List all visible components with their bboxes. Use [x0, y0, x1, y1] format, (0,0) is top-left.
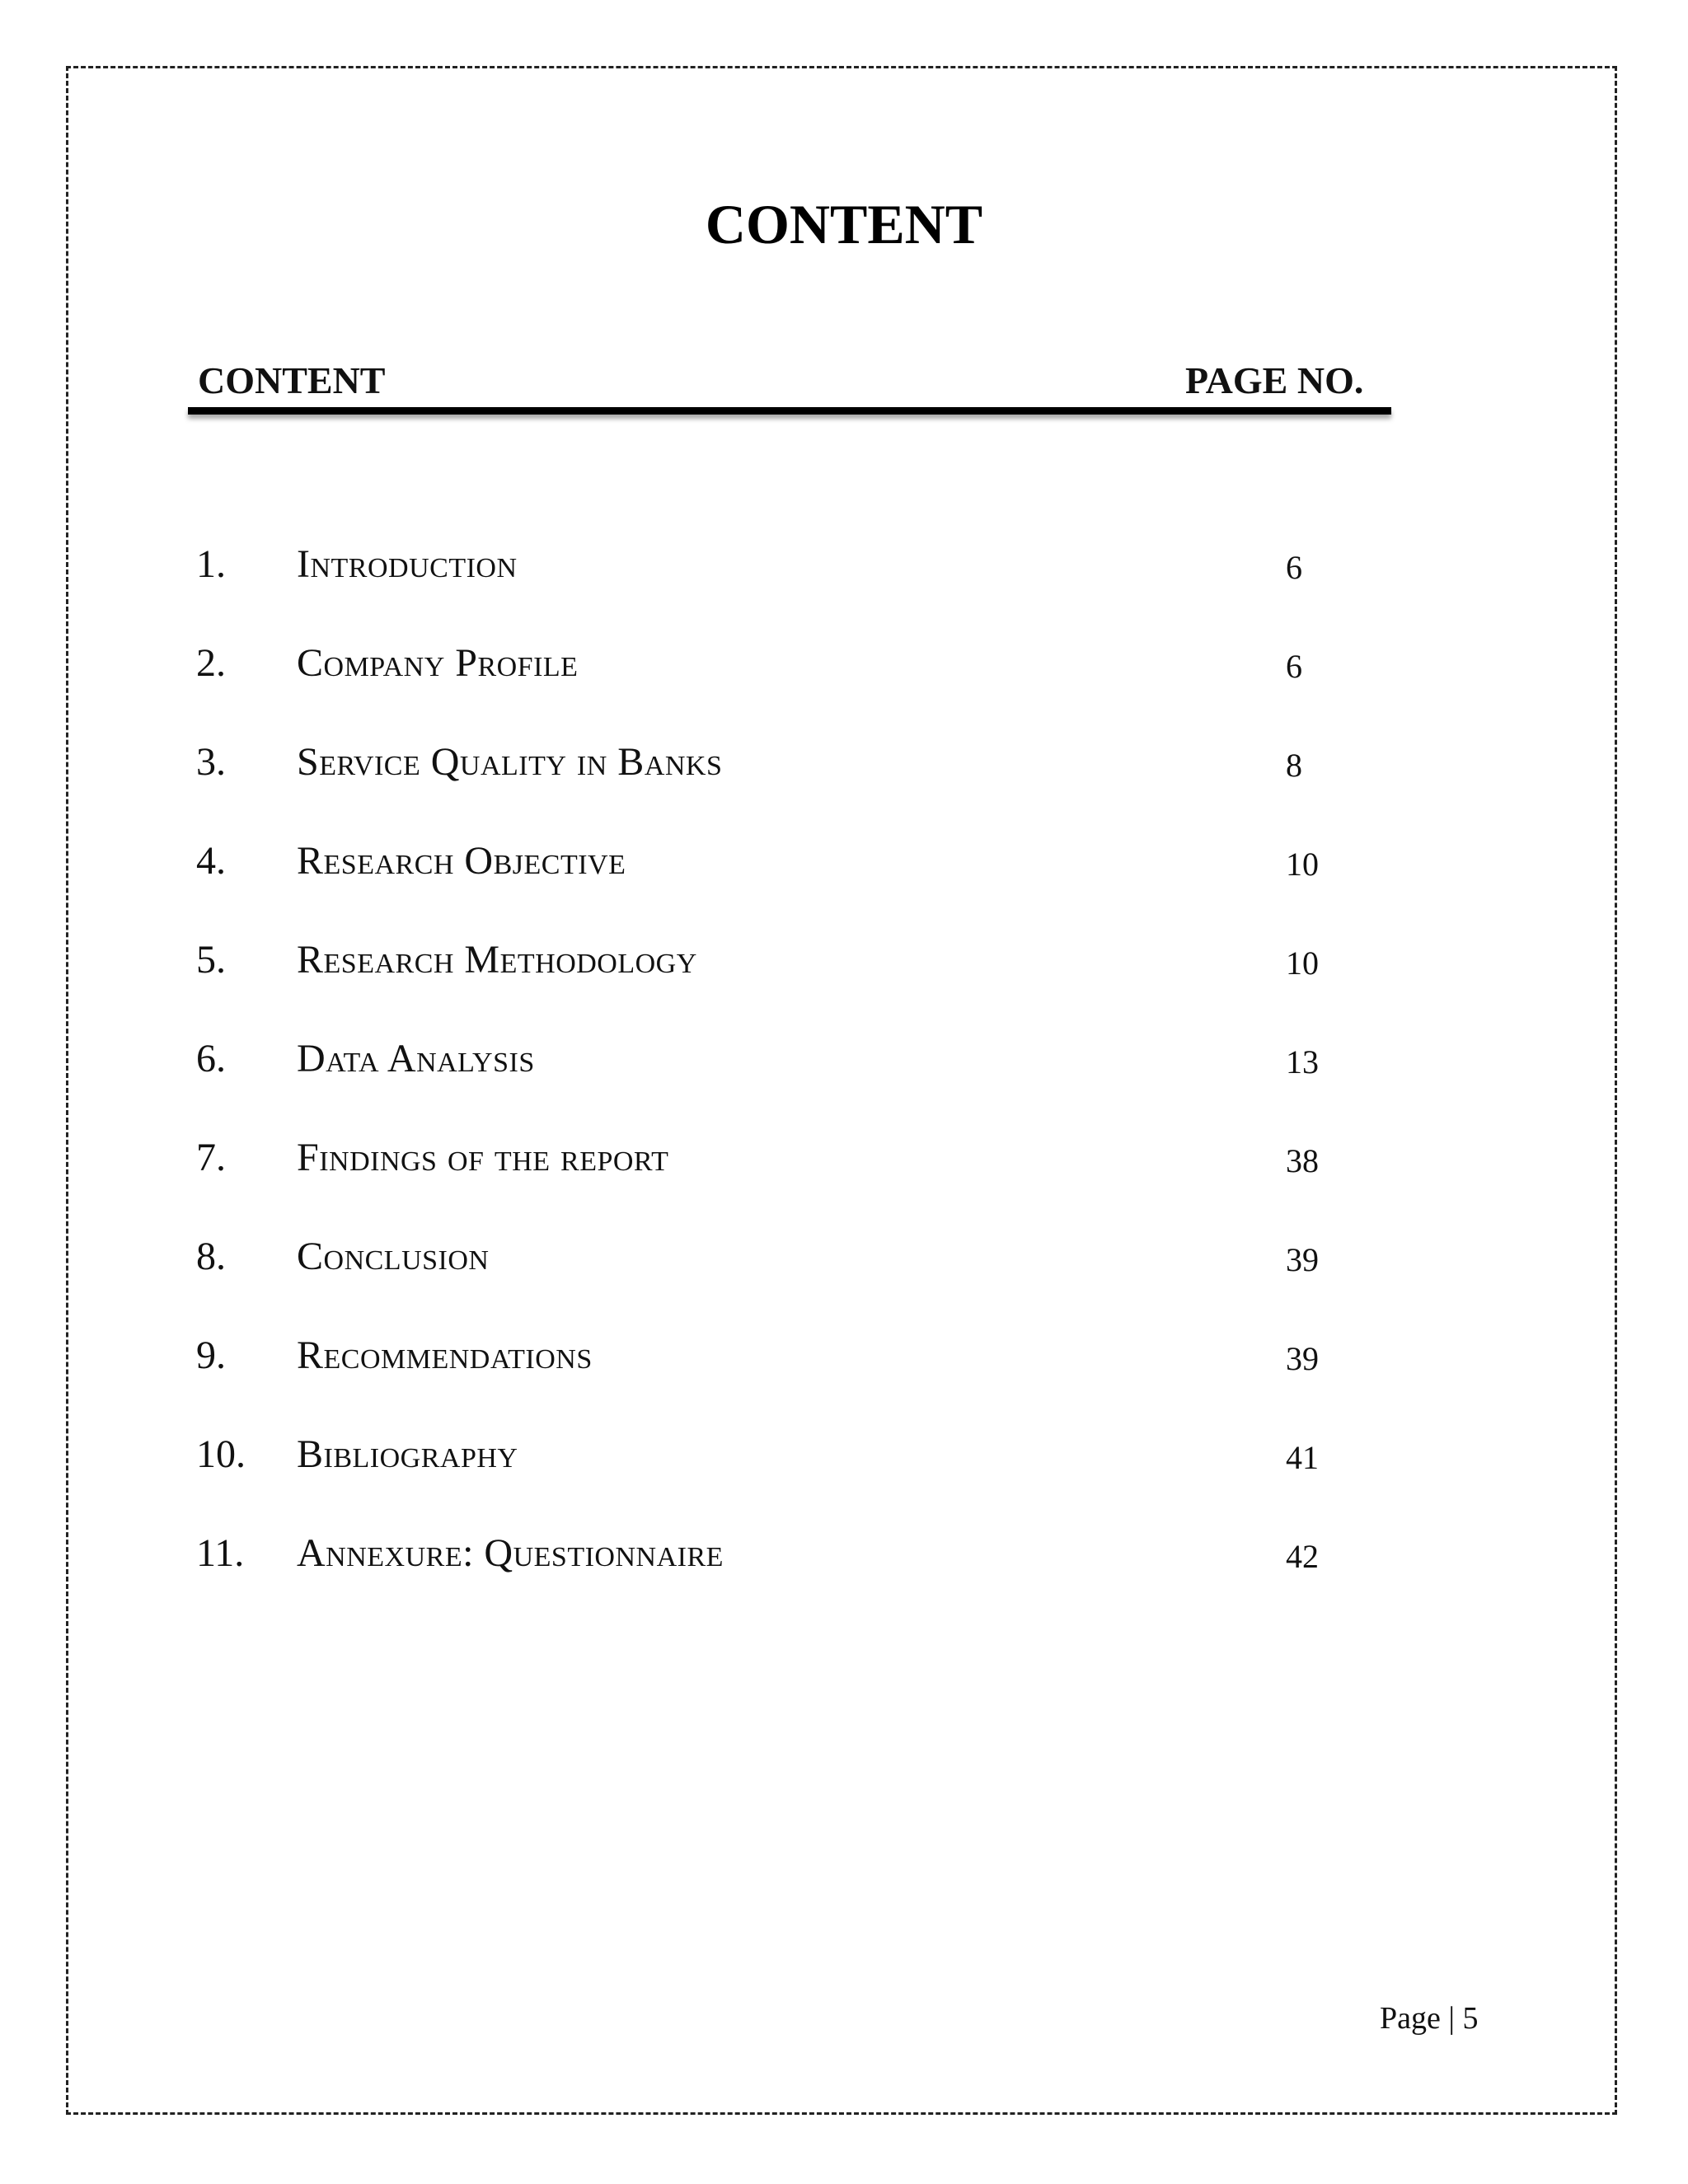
toc-entry-company-profile[interactable] — [0, 635, 1688, 733]
toc-entry-page: 6 — [1286, 648, 1302, 685]
toc-entry-research-objective[interactable] — [0, 832, 1688, 931]
toc-header-rule — [188, 407, 1391, 415]
toc-entry-conclusion[interactable] — [0, 1228, 1688, 1327]
toc-entry-number: 11. — [196, 1531, 245, 1575]
toc-list — [0, 536, 1688, 1624]
toc-entry-annexure[interactable] — [0, 1525, 1688, 1624]
toc-entry-research-methodology[interactable] — [0, 931, 1688, 1030]
toc-entry-number: 6. — [196, 1037, 226, 1080]
toc-entry-number: 9. — [196, 1333, 226, 1377]
toc-entry-label: Introduction — [297, 542, 518, 586]
toc-entry-number: 2. — [196, 641, 226, 685]
toc-header-page-no: PAGE NO. — [1185, 359, 1364, 401]
toc-entry-recommendations[interactable] — [0, 1327, 1688, 1426]
toc-entry-data-analysis[interactable] — [0, 1030, 1688, 1129]
toc-entry-page: 42 — [1286, 1538, 1319, 1575]
toc-entry-page: 41 — [1286, 1439, 1319, 1476]
toc-entry-page: 38 — [1286, 1142, 1319, 1179]
page-number-footer: Page | 5 — [1380, 2001, 1479, 2036]
toc-entry-label: Bibliography — [297, 1432, 518, 1476]
toc-entry-label: Recommendations — [297, 1333, 593, 1377]
toc-entry-number: 8. — [196, 1235, 226, 1278]
toc-entry-label: Findings of the report — [297, 1136, 669, 1179]
toc-entry-label: Research Objective — [297, 839, 626, 883]
toc-entry-label: Annexure: Questionnaire — [297, 1531, 724, 1575]
toc-entry-label: Data Analysis — [297, 1037, 535, 1080]
toc-entry-page: 8 — [1286, 747, 1302, 784]
toc-entry-page: 10 — [1286, 846, 1319, 883]
toc-entry-number: 1. — [196, 542, 226, 586]
toc-entry-service-quality[interactable] — [0, 733, 1688, 832]
page-title: CONTENT — [705, 193, 983, 255]
toc-entry-number: 5. — [196, 938, 226, 982]
toc-entry-bibliography[interactable] — [0, 1426, 1688, 1525]
toc-entry-page: 10 — [1286, 944, 1319, 982]
toc-entry-page: 6 — [1286, 549, 1302, 586]
toc-entry-findings[interactable] — [0, 1129, 1688, 1228]
toc-entry-label: Service Quality in Banks — [297, 740, 723, 784]
toc-entry-page: 39 — [1286, 1340, 1319, 1377]
toc-entry-label: Company Profile — [297, 641, 579, 685]
toc-entry-label: Research Methodology — [297, 938, 697, 982]
toc-entry-label: Conclusion — [297, 1235, 490, 1278]
toc-entry-introduction[interactable] — [0, 536, 1688, 635]
toc-entry-number: 7. — [196, 1136, 226, 1179]
toc-entry-number: 4. — [196, 839, 226, 883]
toc-entry-number: 3. — [196, 740, 226, 784]
toc-entry-page: 13 — [1286, 1043, 1319, 1080]
toc-entry-page: 39 — [1286, 1241, 1319, 1278]
toc-header-content: CONTENT — [198, 359, 386, 401]
toc-entry-number: 10. — [196, 1432, 246, 1476]
